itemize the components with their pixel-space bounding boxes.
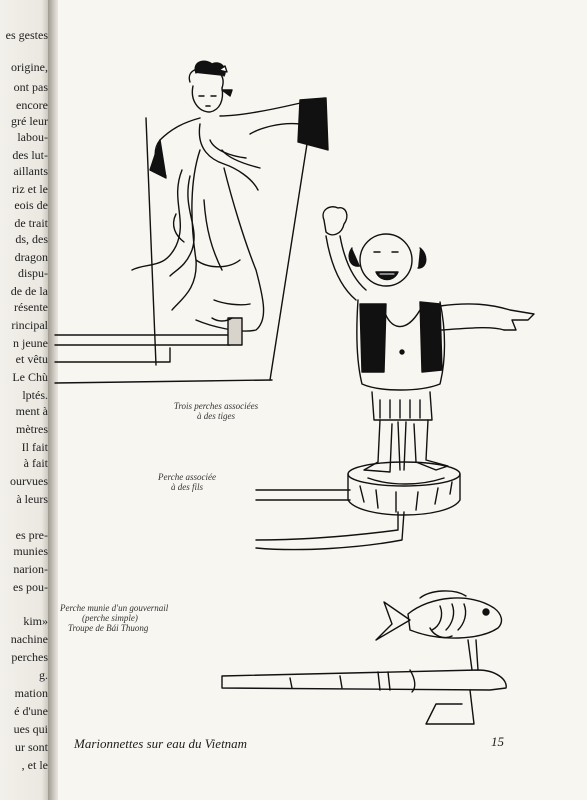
facing-page-text-fragment: ment à xyxy=(15,404,48,418)
facing-page-text-fragment: ourvues xyxy=(10,474,48,488)
facing-page-text-fragment: ur sont xyxy=(15,740,48,754)
facing-page-text-fragment: dragon xyxy=(14,250,48,264)
facing-page-text-fragment: é d'une xyxy=(14,704,48,718)
facing-page-text-fragment: , et le xyxy=(21,758,48,772)
caption-line: Perche associée xyxy=(158,472,216,482)
caption-line: Perche munie d'un gouvernail xyxy=(60,603,169,613)
facing-page-text-fragment: nachine xyxy=(10,632,48,646)
caption-line: à des fils xyxy=(170,482,203,492)
fish-puppet-illustration xyxy=(222,591,506,724)
facing-page-text-fragment: es pou- xyxy=(13,580,48,594)
caption-three-poles xyxy=(152,401,280,421)
facing-page-text-fragment: n jeune xyxy=(13,336,48,350)
lady-puppet-illustration xyxy=(55,61,328,383)
caption-pole-strings xyxy=(142,472,232,492)
page-number: 15 xyxy=(491,734,504,749)
caption-line: (perche simple) xyxy=(82,613,138,623)
facing-page-text-fragment: rincipal xyxy=(11,318,48,332)
boy-puppet-illustration xyxy=(256,207,534,550)
facing-page-text-fragment: riz et le xyxy=(12,182,48,196)
facing-page-text-fragment: ues qui xyxy=(13,722,48,736)
caption-line: à des tiges xyxy=(197,411,235,421)
facing-page-text-fragment: Il fait xyxy=(21,440,48,454)
facing-page-text-fragment: es gestes xyxy=(5,28,48,42)
facing-page-text-fragment: munies xyxy=(13,544,48,558)
facing-page-text-fragment: ds, des xyxy=(15,232,48,246)
facing-page-text-fragment: résente xyxy=(14,300,48,314)
facing-page-text-fragment: ont pas xyxy=(13,80,48,94)
facing-page-text-fragment: eois de xyxy=(14,198,48,212)
caption-rudder xyxy=(60,603,178,633)
facing-page-text-fragment: origine, xyxy=(11,60,48,74)
facing-page-text-fragment: narion- xyxy=(13,562,48,576)
facing-page-text-fragment: es pre- xyxy=(15,528,48,542)
running-footer-title: Marionnettes sur eau du Vietnam xyxy=(74,736,248,751)
facing-page-text-fragment: gré leur xyxy=(11,114,48,128)
facing-page-text-fragment: perches xyxy=(11,650,48,664)
facing-page-text-fragment: dispu- xyxy=(18,266,48,280)
caption-line: Troupe de Bái Thuong xyxy=(68,623,149,633)
facing-page-text-fragment: encore xyxy=(16,98,48,112)
facing-page-text-fragment: et vêtu xyxy=(15,352,48,366)
facing-page-text-fragment: à leurs xyxy=(16,492,48,506)
caption-line: Trois perches associées xyxy=(173,401,259,411)
facing-page-text-fragment: labou- xyxy=(17,130,48,144)
facing-page-text-fragment: aillants xyxy=(13,164,48,178)
facing-page-text-fragment: de trait xyxy=(14,216,48,230)
facing-page-text-fragment: des lut- xyxy=(12,148,48,162)
facing-page-text-fragment: mation xyxy=(14,686,48,700)
facing-page-text-fragment: à fait xyxy=(23,456,48,470)
facing-page-text-fragment: mètres xyxy=(16,422,48,436)
facing-page-text-fragment: Le Chù xyxy=(12,370,48,384)
facing-page-text-fragment: g. xyxy=(39,668,48,682)
facing-page-text-fragment: de de la xyxy=(10,284,48,298)
facing-page-text-fragment: lptés. xyxy=(22,388,48,402)
facing-page-text-fragment: kim» xyxy=(23,614,48,628)
